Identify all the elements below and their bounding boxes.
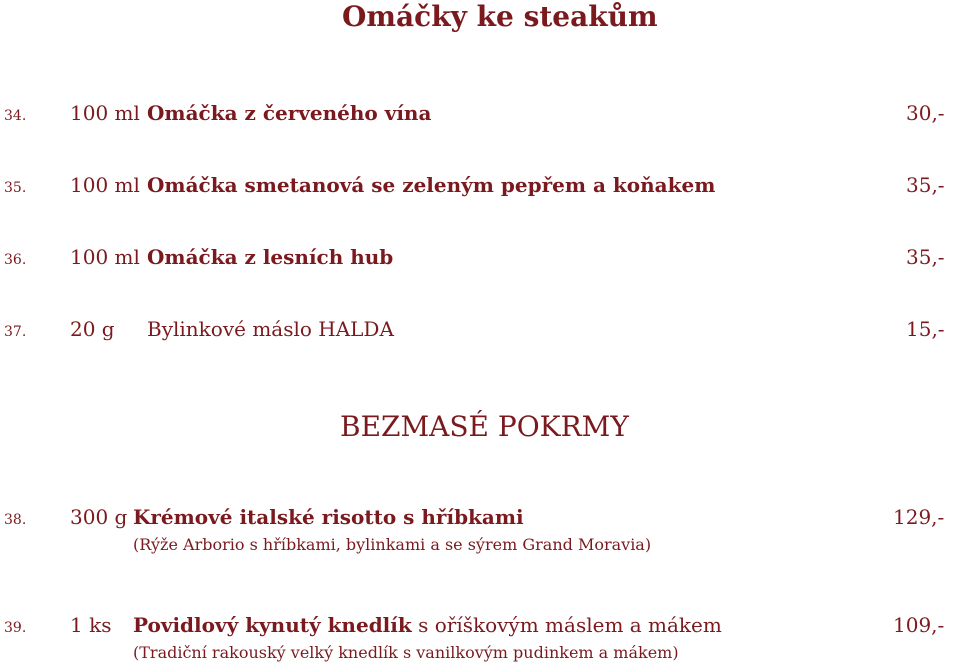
item-price: 30,- xyxy=(906,101,945,125)
item-name: Omáčka z lesních hub xyxy=(147,245,394,269)
item-quantity: 100 ml xyxy=(70,173,140,197)
item-number: 36. xyxy=(4,252,27,268)
item-price: 35,- xyxy=(906,173,945,197)
item-quantity: 20 g xyxy=(70,317,115,341)
item-quantity: 300 g xyxy=(70,505,128,529)
item-quantity: 100 ml xyxy=(70,245,140,269)
item-price: 35,- xyxy=(906,245,945,269)
item-name: Krémové italské risotto s hříbkami xyxy=(133,505,524,529)
item-name xyxy=(133,613,722,637)
item-number: 38. xyxy=(4,512,27,528)
section-title: BEZMASÉ POKRMY xyxy=(340,410,629,443)
item-price: 15,- xyxy=(906,317,945,341)
item-name: Omáčka smetanová se zeleným pepřem a koňakem xyxy=(147,173,716,197)
item-price: 109,- xyxy=(893,613,945,637)
item-name-rest: s oříškovým máslem a mákem xyxy=(411,613,722,637)
item-number: 34. xyxy=(4,108,27,124)
item-name-bold: Povidlový kynutý knedlík xyxy=(133,613,412,637)
page-title: Omáčky ke steakům xyxy=(342,0,658,33)
item-name: Omáčka z červeného vína xyxy=(147,101,432,125)
item-description: (Rýže Arborio s hříbkami, bylinkami a se sýrem Grand Moravia) xyxy=(133,535,652,554)
item-name: Bylinkové máslo HALDA xyxy=(147,317,394,341)
item-number: 35. xyxy=(4,180,27,196)
item-number: 37. xyxy=(4,324,27,340)
item-quantity: 100 ml xyxy=(70,101,140,125)
item-number: 39. xyxy=(4,620,27,636)
item-price: 129,- xyxy=(893,505,945,529)
item-quantity: 1 ks xyxy=(70,613,112,637)
item-description: (Tradiční rakouský velký knedlík s vanilkovým pudinkem a mákem) xyxy=(133,643,679,662)
